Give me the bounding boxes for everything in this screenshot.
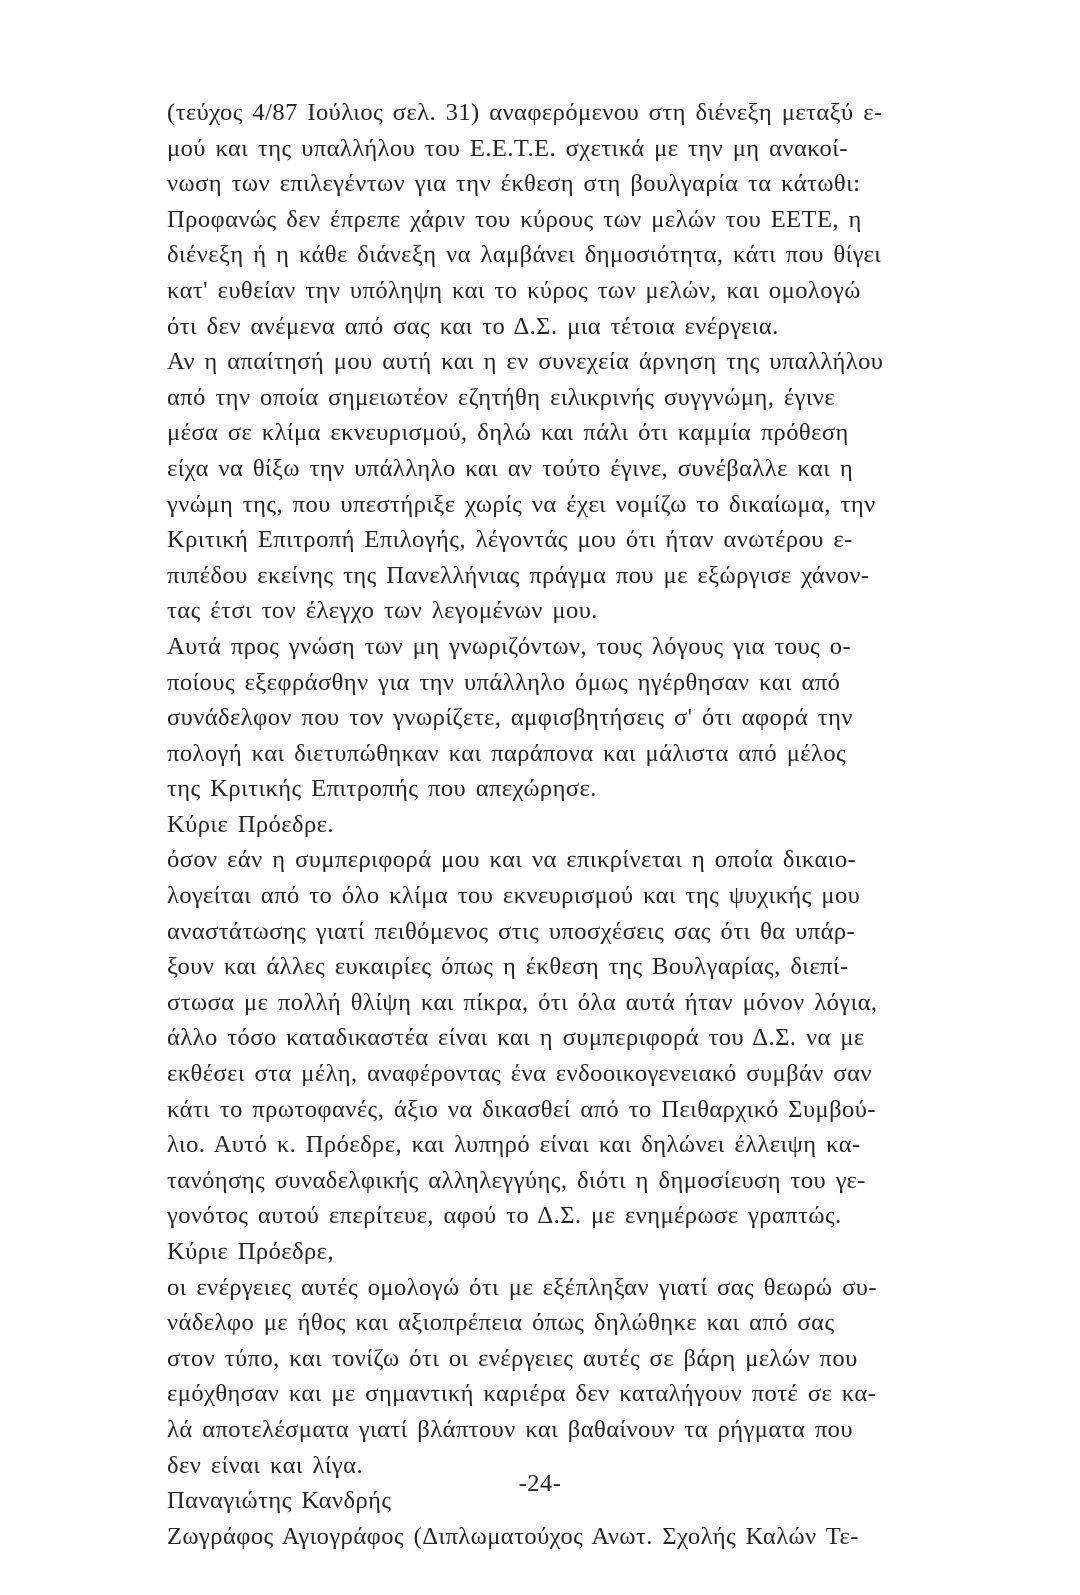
text-line: άλλο τόσο καταδικαστέα είναι και η συμπεριφορά του Δ.Σ. να με: [167, 1024, 865, 1052]
text-line: λιο. Αυτό κ. Πρόεδρε, και λυπηρό είναι και δηλώνει έλλειψη κα-: [167, 1131, 861, 1159]
text-line: νάδελφο με ήθος και αξιοπρέπεια όπως δηλώθηκε και από σας: [167, 1309, 835, 1337]
text-line: ξουν και άλλες ευκαιρίες όπως η έκθεση της Βουλγαρίας, διεπί-: [167, 953, 849, 981]
text-line: Ζωγράφος Αγιογράφος (Διπλωματούχος Ανωτ. Σχολής Καλών Τε-: [167, 1522, 859, 1550]
text-line: Αυτά προς γνώση των μη γνωριζόντων, τους λόγους για τους ο-: [167, 632, 852, 660]
page-number: -24-: [518, 1470, 562, 1497]
text-line: κάτι το πρωτοφανές, άξιο να δικασθεί από το Πειθαρχικό Συμβού-: [167, 1095, 876, 1123]
text-line: Κριτική Επιτροπή Επιλογής, λέγοντάς μου ότι ήταν ανωτέρου ε-: [167, 526, 853, 554]
text-line: (τεύχος 4/87 Ιούλιος σελ. 31) αναφερόμενου στη διένεξη μεταξύ ε-: [167, 99, 883, 126]
text-line: εκθέσει στα μέλη, αναφέροντας ένα ενδοοικογενειακό συμβάν σαν: [167, 1060, 872, 1088]
text-line: τανόησης συναδελφικής αλληλεγγύης, διότι η δημοσίευση του γε-: [167, 1166, 866, 1194]
text-line: μού και της υπαλλήλου του Ε.Ε.Τ.Ε. σχετικά με την μη ανακοί-: [167, 134, 848, 162]
text-line: πιπέδου εκείνης της Πανελλήνιας πράγμα που με εξώργισε χάνον-: [167, 561, 870, 589]
text-line: Προφανώς δεν έπρεπε χάριν του κύρους των μελών του ΕΕΤΕ, η: [167, 205, 862, 233]
text-line: Κύριε Πρόεδρε.: [167, 810, 334, 838]
text-line: είχα να θίξω την υπάλληλο και αν τούτο έγινε, συνέβαλλε και η: [167, 454, 854, 482]
text-line: πολογή και διετυπώθηκαν και παράπονα και μάλιστα από μέλος: [167, 739, 847, 767]
text-line: λά αποτελέσματα γιατί βλάπτουν και βαθαίνουν τα ρήγματα που: [167, 1415, 853, 1443]
text-line: Αν η απαίτησή μου αυτή και η εν συνεχεία άρνηση της υπαλλήλου: [167, 348, 884, 376]
text-line: όσον εάν η συμπεριφορά μου και να επικρίνεται η οποία δικαιο-: [167, 846, 857, 874]
text-line: ότι δεν ανέμενα από σας και το Δ.Σ. μια τέτοια ενέργεια.: [167, 312, 779, 340]
text-line: ποίους εξεφράσθην για την υπάλληλο όμως ηγέρθησαν και από: [167, 668, 841, 696]
text-line: στον τύπο, και τονίζω ότι οι ενέργειες αυτές σε βάρη μελών που: [167, 1344, 858, 1372]
body-text: [167, 95, 1007, 1554]
text-line: γνώμη της, που υπεστήριξε χωρίς να έχει νομίζω το δικαίωμα, την: [167, 490, 876, 518]
text-line: εμόχθησαν και με σημαντική καριέρα δεν καταλήγουν ποτέ σε κα-: [167, 1380, 877, 1408]
text-line: συνάδελφον που τον γνωρίζετε, αμφισβητήσεις σ' ότι αφορά την: [167, 704, 853, 732]
text-line: μέσα σε κλίμα εκνευρισμού, δηλώ και πάλι ότι καμμία πρόθεση: [167, 419, 849, 447]
text-line: γονότος αυτού επερίτευε, αφού το Δ.Σ. με ενημέρωσε γραπτώς.: [167, 1202, 842, 1230]
text-line: Παναγιώτης Κανδρής: [167, 1487, 392, 1515]
text-line: λογείται από το όλο κλίμα του εκνευρισμού και της ψυχικής μου: [167, 882, 861, 910]
text-line: δεν είναι και λίγα.: [167, 1451, 364, 1479]
text-line: νωση των επιλεγέντων για την έκθεση στη βουλγαρία τα κάτωθι:: [167, 170, 861, 198]
text-line: διένεξη ή η κάθε διάνεξη να λαμβάνει δημοσιότητα, κάτι που θίγει: [167, 241, 882, 269]
text-line: κατ' ευθείαν την υπόληψη και το κύρος των μελών, και ομολογώ: [167, 276, 861, 304]
text-line: οι ενέργειες αυτές ομολογώ ότι με εξέπληξαν γιατί σας θεωρώ συ-: [167, 1273, 877, 1301]
text-line: αναστάτωσης γιατί πειθόμενος στις υποσχέσεις σας ότι θα υπάρ-: [167, 917, 856, 945]
text-line: τας έτσι τον έλεγχο των λεγομένων μου.: [167, 597, 598, 625]
text-line: της Κριτικής Επιτροπής που απεχώρησε.: [167, 775, 597, 803]
text-line: από την οποία σημειωτέον εζητήθη ειλικρινής συγγνώμη, έγινε: [167, 383, 836, 411]
text-line: στωσα με πολλή θλίψη και πίκρα, ότι όλα αυτά ήταν μόνον λόγια,: [167, 988, 878, 1016]
text-line: Κύριε Πρόεδρε,: [167, 1238, 334, 1265]
